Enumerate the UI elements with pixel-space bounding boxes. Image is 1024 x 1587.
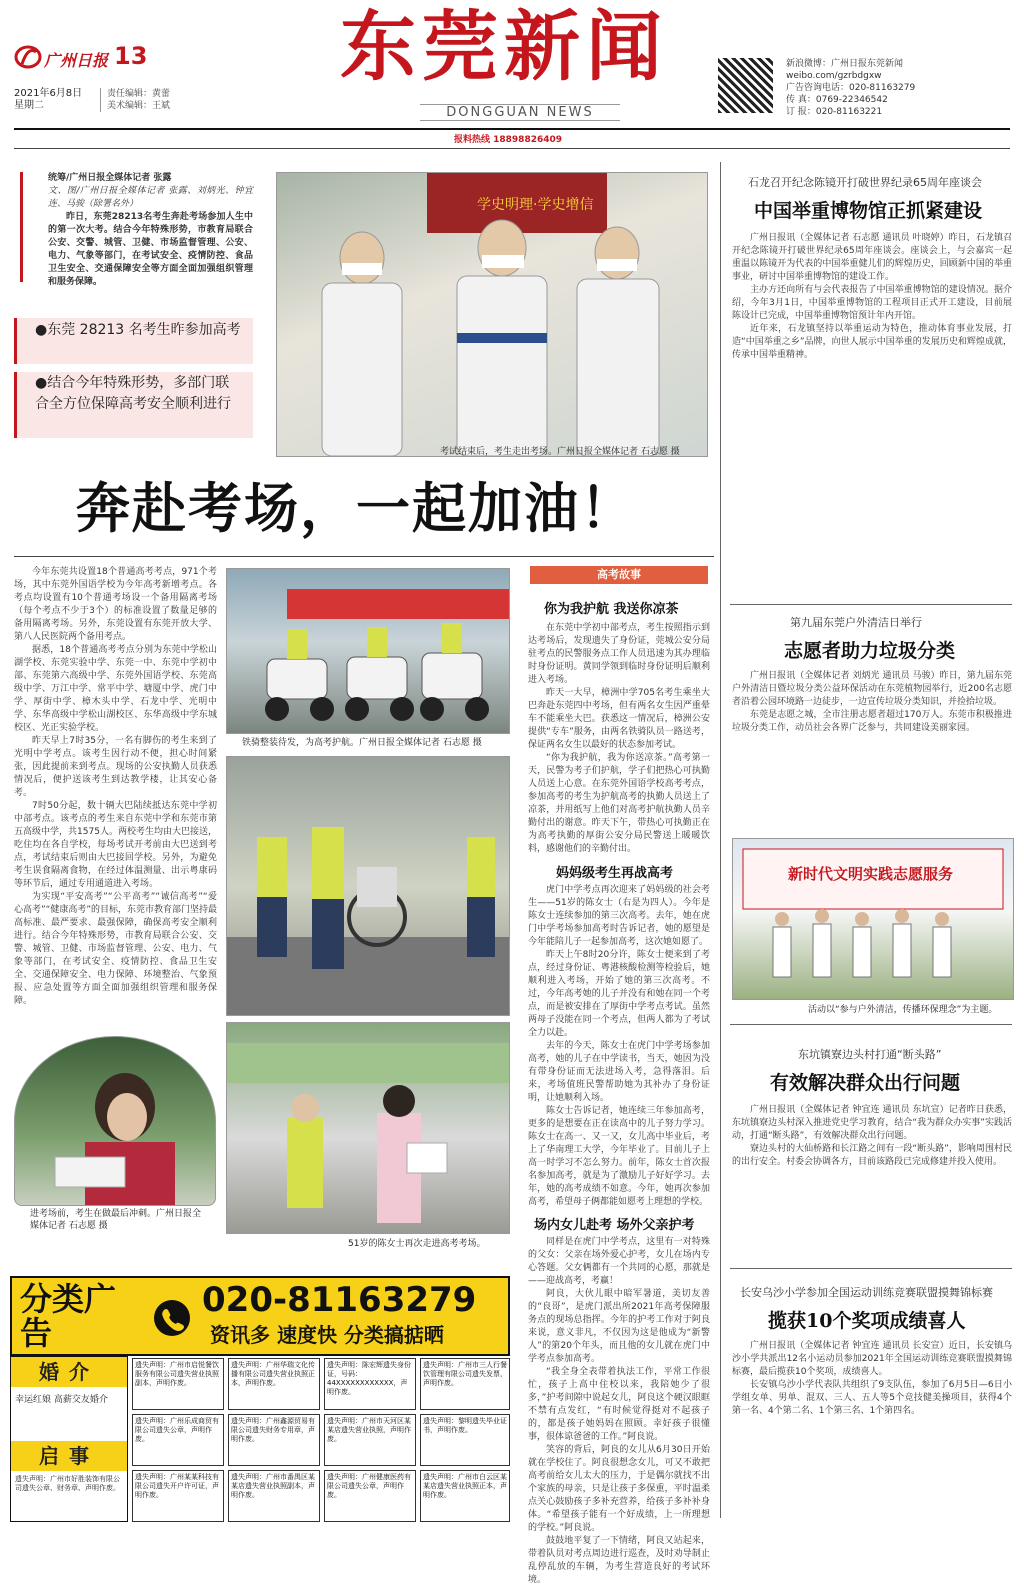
lead-body-para: 昨天早上7时35分，一名有脚伤的考生来到了光明中学考点。该考生因行动不便，担心时间紧张，因此提前来到考点。现场的公安执勤人员获悉情况后，便护送该考生到达教学楼，让其安心备考。: [14, 736, 217, 798]
lead-body-para: 7时50分起，数十辆大巴陆续抵达东莞中学初中部考点。该考点的考生来自东莞中学和东莞市第五高级中学，共1575人。两校考生均由大巴接送，吃住均在各自学校，每场考试开考前由大巴送到考点，考试结束后则由大巴接回学校。另外，为避免考生误食隔离食物，在经过体温测量、出示粤康码等环节后，通过专用通道进入考场。: [14, 801, 217, 889]
story-r3-body: [732, 1104, 1012, 1169]
lead-photo: [276, 172, 708, 457]
story3-para: 阿良，大伙儿眼中暗军暑道，美切友善的“良哥”，是虎门派出所2021年高考保障服务点的现场总指挥。今年的护考工作对于阿良来说，意义非凡，不仅因为这是他成为“新警人”的第20个年头，而且他的女儿就在虎门中学考点参加高考。: [528, 1289, 710, 1364]
lead-headline: 奔赴考场，一起加油！: [76, 476, 636, 540]
escort-photo: [226, 756, 510, 1016]
girl-caption: 进考场前，考生在做最后冲刺。广州日报全媒体记者 石志愿 摄: [30, 1209, 202, 1231]
bullet-1: ●东莞 28213 名考生昨参加高考: [35, 322, 241, 338]
paper-logo-icon: [14, 44, 42, 70]
story1-para: 昨天一大早，樟洲中学705名考生乘坐大巴奔赴东莞四中考场，但有两名女生因严重晕车不能乘坐大巴。获悉这一情况后，樟洲公安提供“专车”服务，由两名铁骑队员一路送考，保证两名女生以最好的状态参加考试。: [528, 688, 710, 750]
category-notice: 启事: [11, 1441, 127, 1471]
story-r2-para: 广州日报讯（全媒体记者 刘炳光 通讯员 马骏）昨日，第九届东莞户外清洁日暨垃圾分类公益环保活动在东莞植物园举行，近200名志愿者沿着公园环境路一边徒步，一边宣传垃圾分类知识，并捡拾垃圾。: [732, 671, 1012, 707]
mother-illustration: [227, 1023, 509, 1233]
classified-cell: 遗失声明：广州市番禺区某某店遗失营业执照副本，声明作废。: [228, 1470, 320, 1522]
story-r3-headline: 有效解决群众出行问题: [770, 1072, 961, 1094]
story-r2-para: 东莞是志愿之城，全市注册志愿者超过170万人。东莞市积极推进垃圾分类工作，动员社会各界广泛参与，共同建设美丽家园。: [732, 710, 1012, 733]
classified-title: 分类广告: [20, 1280, 117, 1352]
story-r1-para: 主办方还向所有与会代表报告了中国举重博物馆的建设情况。据介绍，今年3月1日，中国举重博物馆的工程项目正式开工建设，目前展陈设计已完成，中国举重博物馆预计年内开馆。: [732, 285, 1012, 321]
story-r3-para: 寮边头村的大仙桥路和长江路之间有一段“断头路”，影响周围村民的出行安全。村委会协调各方，目前该路段已完成修建并投入使用。: [732, 1144, 1012, 1167]
story3-para: 同样是在虎门中学考点，这里有一对特殊的父女：父亲在场外爱心护考，女儿在场内专心答题。父女俩都有一个共同的心愿，那就是——迎战高考，考赢！: [528, 1237, 710, 1286]
volunteer-caption: 活动以“参与户外清洁，传播环保理念”为主题。: [808, 1005, 998, 1015]
editor-block: [100, 88, 170, 112]
students-illustration: [277, 173, 707, 456]
phone-icon: [152, 1298, 192, 1338]
designer: 美术编辑：王斌: [107, 101, 171, 111]
lead-body: [14, 566, 217, 1008]
section-title: 东莞新闻: [340, 2, 668, 91]
classified-cell: 遗失声明：广州鑫源贸易有限公司遗失财务专用章，声明作废。: [228, 1414, 320, 1466]
classified-cell: 遗失声明：陈宏辉遗失身份证，号码：44XXXXXXXXXXXX，声明作废。: [324, 1358, 416, 1410]
story3-title: 场内女儿赴考 场外父亲护考: [534, 1218, 695, 1233]
classified-cell: 遗失声明：广州健康医药有限公司遗失公章，声明作废。: [324, 1470, 416, 1522]
story2-para: 陈女士告诉记者，她连续三年参加高考，更多的是想要在正在读高中的儿子努力学习。陈女士在高一、又一又，女儿高中毕业后，考上了华南理工大学，今年毕业了。目前儿子上高一时学习不怎么努力。前年，陈女士首次报名参加高考，就是为了激励儿子好好学习。去年，她的高考成绩不如意。今年，她再次参加高考，希望母子俩都能如愿考上理想的学校。: [528, 1106, 710, 1207]
story2-para: 去年的今天，陈女士在虎门中学考场参加高考，她的儿子在中学读书，当天，她因为没有带身份证而无法进场入考，急得落泪。后来，考场值班民警帮助她为其补办了身份证明，让她顺利入场。: [528, 1041, 710, 1103]
lead-photo-caption: 考试结束后，考生走出考场。广州日报全媒体记者 石志愿 摄: [440, 447, 680, 457]
story-r1-para: 广州日报讯（全媒体记者 石志愿 通讯员 叶晓婷）昨日，石龙镇召开纪念陈镜开打破世界纪录65周年座谈会。座谈会上，与会嘉宾一起重温以陈镜开为代表的中国举重健儿们的辉煌历史，回顾新中国的举重事业，研讨中国举重博物馆的建设工作。: [732, 233, 1012, 282]
story3-para: 笑容的背后，阿良的女儿从6月30日开始就在学校住了。阿良很想念女儿，可又不敢把高考前给女儿太大的压力，于是偶尔就找不出个家族的母亲，只是让孩子多保重，平时温柔点关心鼓励孩子多补充营养，给孩子多补补身体。“希望孩子能有一个好成绩，上一所理想的学校。”阿良说。: [528, 1445, 710, 1533]
story-r1-para: 近年来，石龙镇坚持以举重运动为特色，推动体育事业发展，打造“中国举重之乡”品牌，向世人展示中国举重的发展历史和辉煌成就，传承中国举重精神。: [732, 324, 1012, 360]
bullet-box-1: [14, 318, 253, 364]
classified-cell: 遗失声明：广州乐成商贸有限公司遗失公章，声明作废。: [132, 1414, 224, 1466]
story3-para: 鼓鼓地平复了一下情绪，阿良又站起来，带着队员对考点周边进行巡查，及时劝导制止乱停乱放的车辆，为考生营造良好的考试环境。: [528, 1536, 710, 1585]
story-r3-para: 广州日报讯（全媒体记者 钟宜连 通讯员 东坑宣）记者昨日获悉，东坑镇寮边头村深入推进党史学习教育，结合“我为群众办实事”实践活动，打通“断头路”，有效解决群众出行问题。: [732, 1105, 1012, 1141]
lead-intro: [48, 172, 253, 289]
volunteer-photo: [732, 838, 1014, 1000]
classified-slogan: 资讯多 速度快 分类搞掂晒: [210, 1323, 444, 1347]
story-r4-para: 长安镇乌沙小学代表队共组织了9支队伍，参加了6月5日—6日小学组女单、男单、混双、三人、五人等5个竞技健美操项目，获得4个第一名、4个第二名、1个第三名、1个第四名。: [732, 1380, 1012, 1416]
column-divider: [720, 162, 721, 1518]
hotline: 报料热线 18898826409: [454, 135, 563, 145]
story-r3-kicker: 东坑镇寮边头村打通“断头路”: [798, 1048, 942, 1061]
category-column: [10, 1356, 128, 1522]
category-marriage: 婚介: [11, 1357, 127, 1387]
story-r2-body: [732, 670, 1012, 735]
classified-banner: [10, 1276, 510, 1356]
story-r2-headline: 志愿者助力垃圾分类: [784, 640, 956, 662]
masthead-rule: [14, 128, 1010, 130]
volunteer-illustration: [733, 839, 1013, 999]
svg-text:学史明理·学史增信: 学史明理·学史增信: [477, 197, 594, 213]
motorcycle-illustration: [227, 569, 509, 733]
story1-para: 在东莞中学初中部考点，考生按照指示到达考场后，发现遗失了身份证，莞城公安分局驻考点的民警服务点工作人员迅速为其办理临时身份证明。黄同学领到临时身份证明后顺利进入考场。: [528, 623, 710, 685]
classified-cell: 遗失声明：广州市启悦餐饮服务有限公司遗失营业执照副本，声明作废。: [132, 1358, 224, 1410]
story2-para: 昨天上午8时20分许，陈女士便来到了考点，经过身份证、粤港核酸检测等检验后，她顺利进入考场，开始了她的第三次高考。不过，今年高考她的儿子并没有和她在同一个考点，而是被安排在了厚街中学考点考试。虽然两母子没能在同一个考点，但两人都为了考试全力以赴。: [528, 950, 710, 1038]
page-number: 13: [114, 42, 148, 70]
issue-weekday: 星期二: [14, 100, 44, 111]
classified-cell: 遗失声明：广州市三人行餐饮管理有限公司遗失发票，声明作废。: [420, 1358, 510, 1410]
classified-cell: 遗失声明：广州华瑞文化传播有限公司遗失营业执照正本，声明作废。: [228, 1358, 320, 1410]
section-title-en: DONGGUAN NEWS: [420, 104, 620, 121]
story-r4-headline: 揽获10个奖项成绩喜人: [768, 1310, 966, 1332]
subscribe: 订 报：020-81163221: [786, 107, 883, 117]
marriage-ad: 幸运红娘 高薪交友婚介: [15, 1395, 108, 1405]
lead-body-para: 今年东莞共设置18个普通高考考点，971个考场，其中东莞外国语学校为今年高考新增考点。各考点均设置有10个普通考场设一个备用隔离考场（每个考点不少于3个）的标准设置了数量足够的备用隔离考场。另外，东莞设置有东莞开放大学、第八人民医院两个备用考点。: [14, 567, 217, 642]
story2-title: 妈妈级考生再战高考: [556, 866, 674, 881]
story2-para: 虎门中学考点再次迎来了妈妈级的社会考生——51岁的陈女士（右是为四人）。今年是陈女士连续参加的第三次高考。去年，她在虎门中学考场参加高考时告诉记者，她的愿望是今年能陪儿子一起参加高考，这次她如愿了。: [528, 885, 710, 947]
story-r1-body: [732, 232, 1012, 362]
bullet-2: ●结合今年特殊形势，多部门联合全方位保障高考安全顺利进行: [35, 375, 231, 412]
girl-photo: [14, 1036, 216, 1206]
headline-rule: [14, 556, 714, 557]
divider: [730, 1268, 1012, 1269]
story1-title: 你为我护航 我送你凉茶: [544, 602, 679, 617]
story-r1-kicker: 石龙召开纪念陈镜开打破世界纪录65周年座谈会: [748, 176, 982, 189]
hotline-rule: [14, 148, 1010, 149]
story1-para: “你为我护航，我为你送凉茶。”高考第一天，民警为考子们护航，学子们把热心可执勤人员送上心意。在东莞外国语学校高考考点，参加高考的考生为护航高考的执勤人员送上了凉茶，并用纸写上他们对高考护航执勤人员辛勤付出的谢意。昨天下午，带热心可执勤正在为高考执勤的厚街公安分局民警送上暖暖饮料，感谢他们的辛勤付出。: [528, 753, 710, 854]
mother-photo: [226, 1022, 510, 1234]
date-block: [14, 88, 82, 112]
story3-body: [528, 1236, 710, 1587]
divider: [730, 604, 1012, 605]
motorcycle-photo: [226, 568, 510, 734]
byline: 统筹/广州日报全媒体记者 张露: [48, 173, 172, 183]
lead-accent-bar: [20, 172, 23, 282]
weibo-label: 新浪微博：广州日报东莞新闻: [786, 59, 904, 69]
qr-code: [718, 58, 773, 113]
escort-illustration: [227, 757, 509, 1015]
paper-name: 广州日报: [44, 51, 109, 70]
ad-phone: 广告咨询电话：020-81163279: [786, 83, 916, 93]
editor: 责任编辑：黄蕾: [107, 89, 171, 99]
story-r4-kicker: 长安乌沙小学参加全国运动训练竞赛联盟摸舞锦标赛: [740, 1286, 993, 1299]
story3-para: “我全身全表带着执法工作，平常工作很忙，孩子上高中住校以来，我陪她少了很多，”护考间隙中说起女儿，阿良这个硬汉眼眶不禁有点发红，“有时候觉得挺对不起孩子的，都是孩子她妈妈在照顾。幸好孩子很懂事，很体谅爸爸的工作。”阿良说。: [528, 1367, 710, 1442]
classified-cell: 遗失声明：广州市白云区某某店遗失营业执照正本，声明作废。: [420, 1470, 510, 1522]
story-r4-body: [732, 1340, 1012, 1418]
lead-body-para: 为实现“平安高考”“公平高考”“诚信高考”“爱心高考”“健康高考”的目标，东莞市教育部门坚持最高标准、最严要求、最强保障，确保高考安全顺利进行。结合今年特殊形势，市教育局联合公安、交警、城管、卫健、市场监督管理、公安、电力、气象等部门，在考试安全、疫情防控、食品卫生安全、交通保障安全、电力保障、环境整治、气象预报、应急处置等方面全面加强组织管理和服务保障。: [14, 892, 217, 1006]
paper-logo: [14, 42, 148, 72]
girl-illustration: [15, 1037, 215, 1205]
notice-ad: 遗失声明：广州市好胜装饰有限公司遗失公章、财务章、声明作废。: [15, 1475, 120, 1492]
bullet-box-2: [14, 372, 253, 438]
divider: [730, 1024, 1012, 1025]
weibo-url: weibo.com/gzrbdgxw: [786, 71, 882, 81]
contact-block: [786, 58, 915, 118]
story2-body: [528, 884, 710, 1209]
motorcycle-caption: 铁骑整装待发，为高考护航。广州日报全媒体记者 石志愿 摄: [242, 738, 482, 748]
credit: 文、图/广州日报全媒体记者 张露、刘炳光、钟宜连、马骏（除署名外）: [48, 186, 253, 209]
svg-text:新时代文明实践志愿服务: 新时代文明实践志愿服务: [788, 865, 954, 883]
story-r4-para: 广州日报讯（全媒体记者 钟宜连 通讯员 长安宣）近日，长安镇乌沙小学共派出12名小运动员参加2021年全国运动训练竞赛联盟摸舞锦标赛，最后揽获10个奖项，成绩喜人。: [732, 1341, 1012, 1377]
story-r2-kicker: 第九届东莞户外清洁日举行: [790, 616, 922, 629]
story-r1-headline: 中国举重博物馆正抓紧建设: [754, 200, 983, 222]
fax: 传 真：0769-22346542: [786, 95, 888, 105]
mother-caption: 51岁的陈女士再次走进高考考场。: [348, 1239, 486, 1249]
exam-stories-label: 高考故事: [530, 566, 708, 584]
story1-body: [528, 622, 710, 856]
lead-body-para: 据悉，18个普通高考考点分别为东莞中学松山湖学校、东莞实验中学、东莞一中、东莞中学初中部、东莞第六高级中学、东莞外国语学校、东莞高级中学、万江中学、常平中学、塘厦中学、虎门中学、厚街中学、樟木头中学、石龙中学、光明中学、东华高级中学松山湖校区、东华高级中学东城校区、光正实验学校。: [14, 645, 217, 733]
lead-para: 昨日，东莞28213名考生奔赴考场参加人生中的第一次大考。结合今年特殊形势，市教育局联合公安、交警、城管、卫健、市场监督管理、公安、电力、气象等部门，在考试安全、疫情防控、食品卫生安全、交通保障安全等方面全面加强组织管理和服务保障。: [48, 212, 253, 287]
classified-cell: 遗失声明：黎明遗失毕业证书，声明作废。: [420, 1414, 510, 1466]
issue-date: 2021年6月8日: [14, 88, 83, 99]
classified-phone: 020-81163279: [202, 1280, 477, 1320]
classified-cell: 遗失声明：广州市天河区某某店遗失营业执照，声明作废。: [324, 1414, 416, 1466]
classified-cell: 遗失声明：广州某某科技有限公司遗失开户许可证，声明作废。: [132, 1470, 224, 1522]
